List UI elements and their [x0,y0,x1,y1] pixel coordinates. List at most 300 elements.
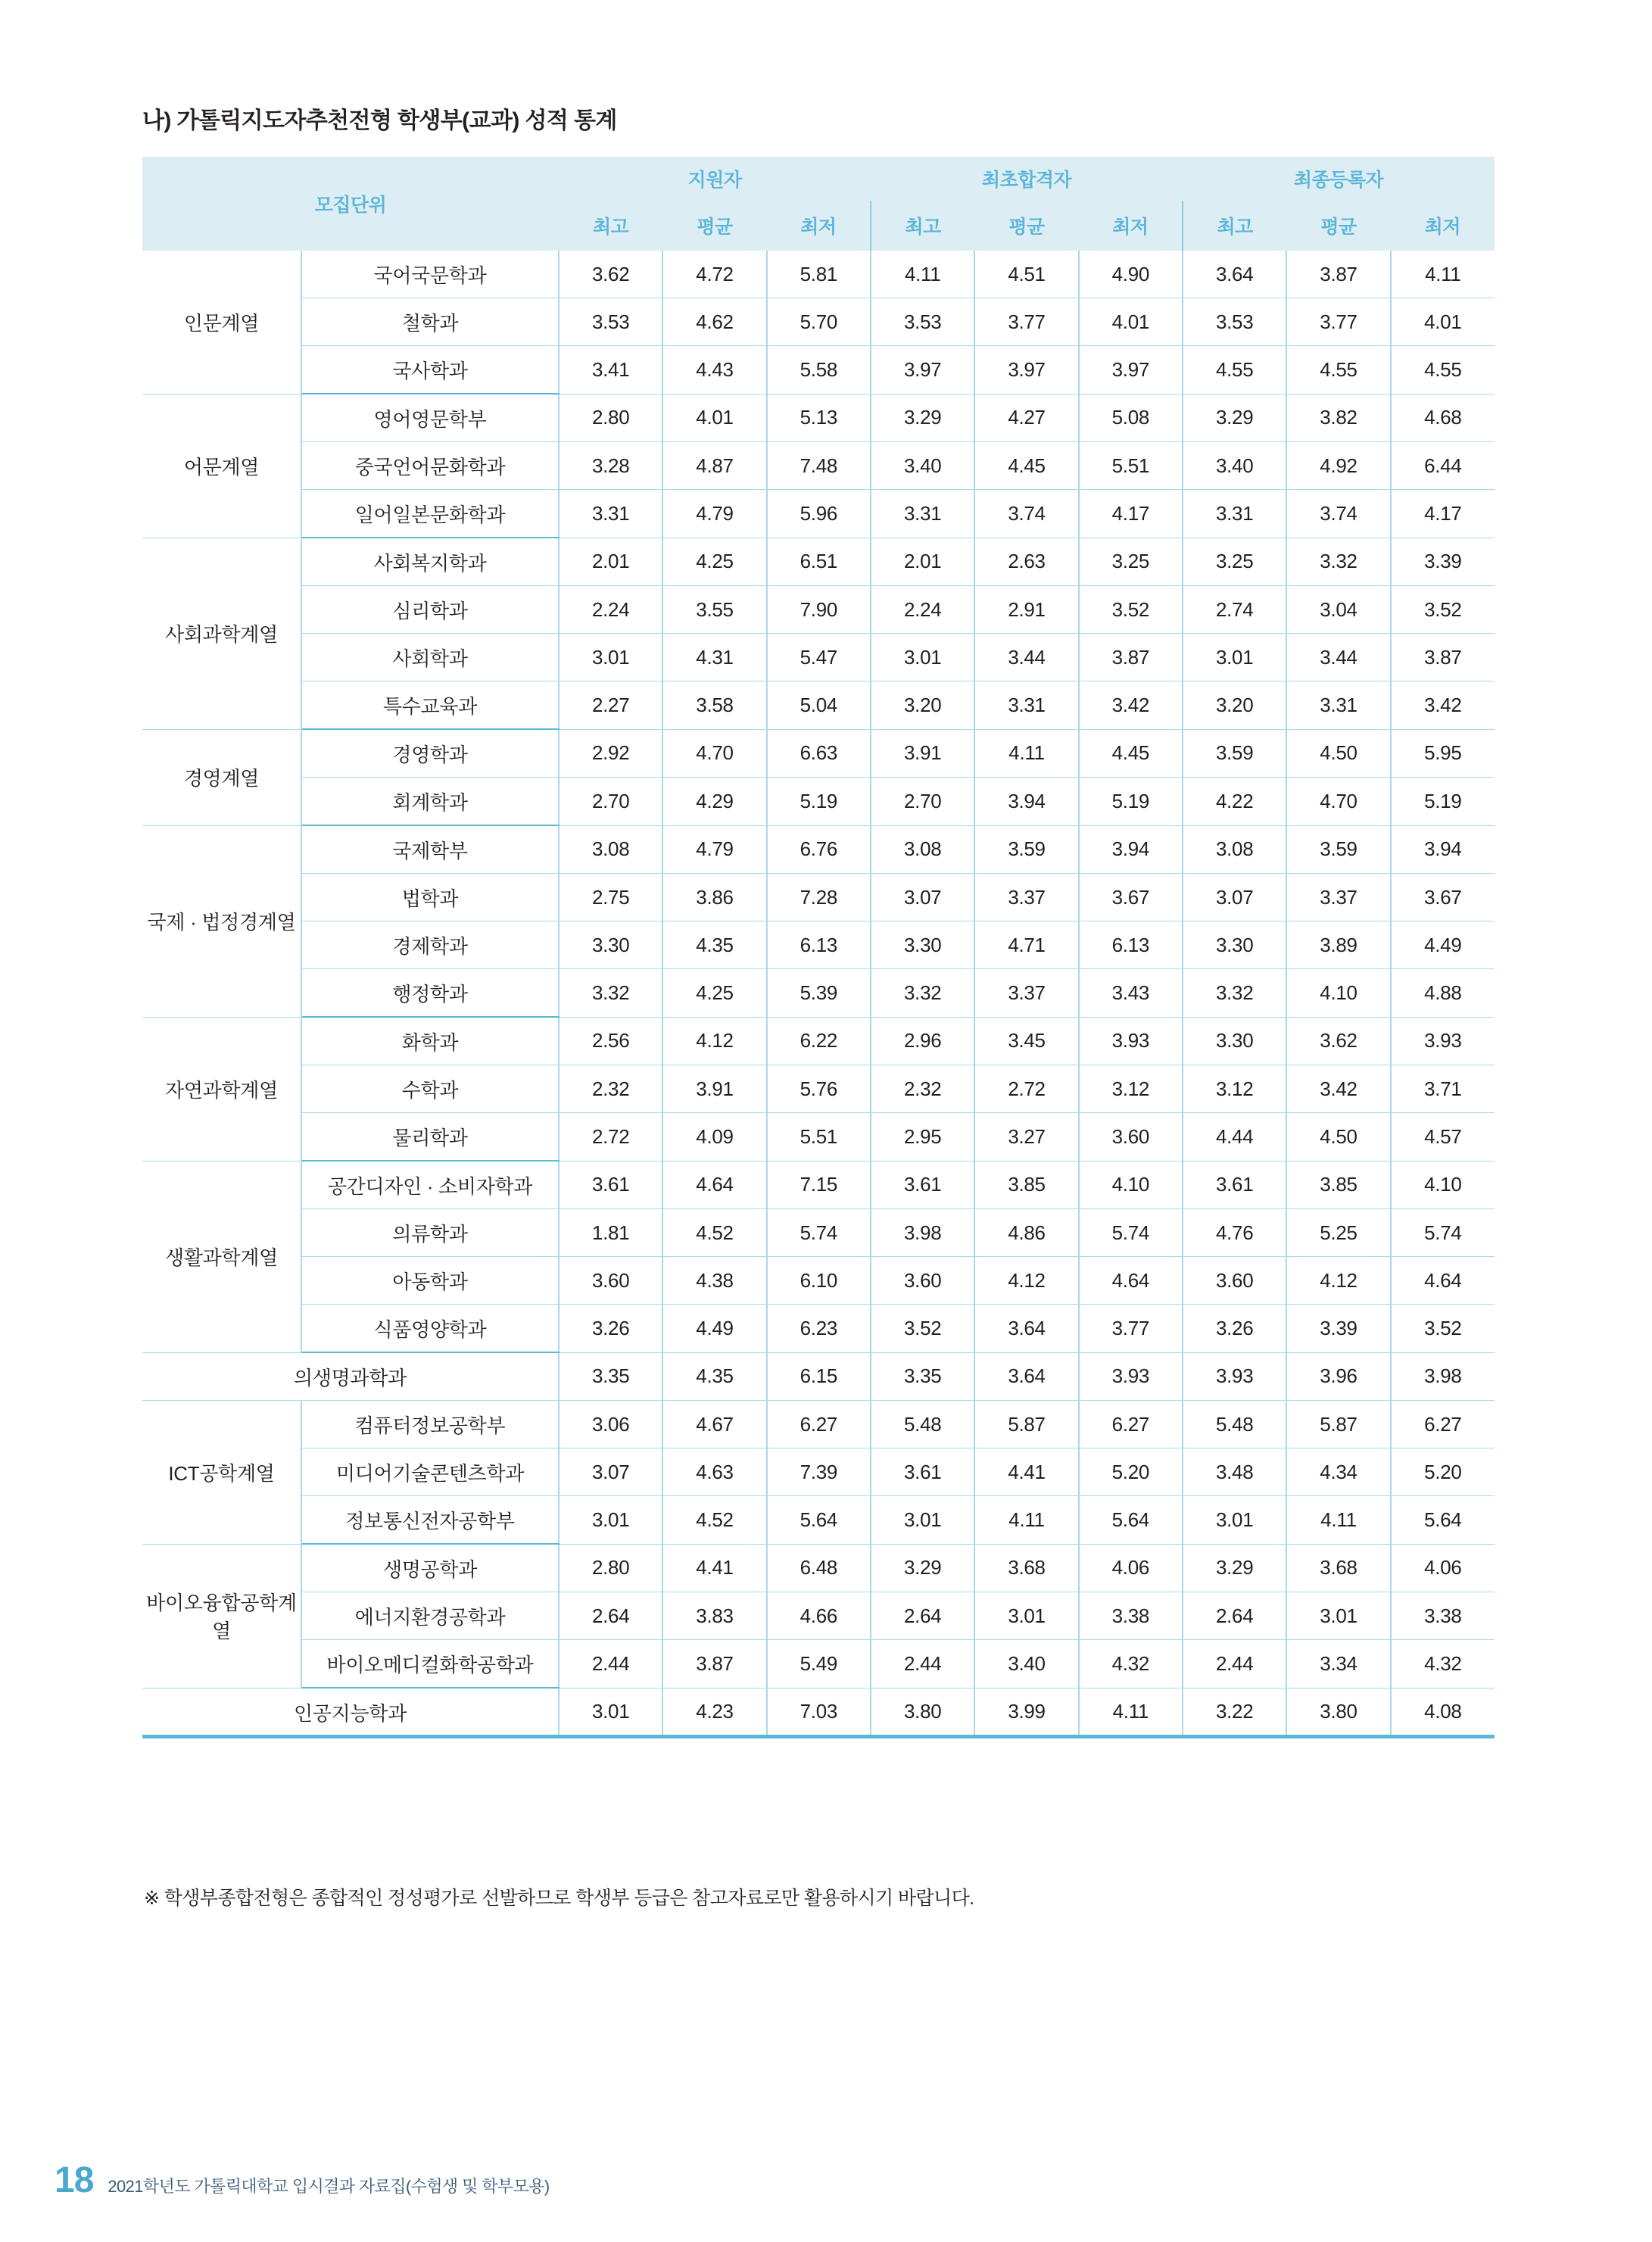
score-cell: 4.11 [871,251,974,298]
header-unit-label: 모집단위 [142,157,559,251]
score-cell: 5.74 [767,1209,871,1257]
page-number: 18 [55,2160,94,2200]
score-cell: 4.52 [662,1496,766,1545]
score-cell: 4.44 [1183,1113,1286,1162]
score-cell: 5.48 [871,1401,974,1448]
score-cell: 3.31 [1183,490,1286,538]
score-cell: 5.95 [1391,729,1495,778]
score-cell: 6.44 [1391,442,1495,490]
score-cell: 4.17 [1079,490,1183,538]
table-row [142,490,1495,538]
score-cell: 3.59 [974,825,1078,874]
score-cell: 4.10 [1079,1161,1183,1209]
score-cell: 3.64 [1183,251,1286,298]
department-label: 화학과 [301,1017,559,1065]
score-cell: 6.27 [1079,1401,1183,1448]
category-label: ICT공학계열 [142,1401,301,1545]
table-row [142,1592,1495,1640]
header-sub-highest-applicants: 최고 [559,201,662,251]
score-cell: 3.25 [1183,538,1286,586]
score-cell: 7.48 [767,442,871,490]
footnote: ※ 학생부종합전형은 종합적인 정성평가로 선발하므로 학생부 등급은 참고자료로만 활용하시기 바랍니다. [144,1888,974,1909]
score-cell: 3.30 [871,921,974,969]
score-cell: 4.49 [1391,921,1495,969]
department-label: 특수교육과 [301,681,559,730]
score-cell: 7.28 [767,874,871,921]
score-cell: 2.24 [871,586,974,634]
score-cell: 2.64 [1183,1592,1286,1640]
table-row [142,1448,1495,1496]
score-cell: 3.87 [1079,634,1183,681]
score-cell: 4.41 [974,1448,1078,1496]
score-cell: 6.51 [767,538,871,586]
score-cell: 3.04 [1286,586,1390,634]
department-label: 바이오메디컬화학공학과 [301,1640,559,1689]
score-cell: 3.61 [559,1161,662,1209]
score-cell: 4.76 [1183,1209,1286,1257]
score-cell: 3.31 [871,490,974,538]
score-cell: 3.93 [1391,1017,1495,1065]
score-cell: 3.61 [871,1161,974,1209]
score-cell: 3.39 [1391,538,1495,586]
score-cell: 3.80 [871,1688,974,1736]
statistics-table [142,157,1495,1736]
score-cell: 7.03 [767,1688,871,1736]
table-row [142,1352,1495,1401]
score-cell: 3.29 [871,394,974,442]
score-cell: 4.62 [662,298,766,346]
score-cell: 3.07 [1183,874,1286,921]
score-cell: 4.50 [1286,729,1390,778]
score-cell: 5.04 [767,681,871,730]
score-cell: 3.01 [1286,1592,1390,1640]
score-cell: 4.79 [662,490,766,538]
score-cell: 3.01 [871,634,974,681]
department-label: 수학과 [301,1065,559,1113]
score-cell: 5.96 [767,490,871,538]
score-cell: 6.23 [767,1305,871,1353]
score-cell: 5.87 [1286,1401,1390,1448]
score-cell: 3.32 [1286,538,1390,586]
table-row [142,1065,1495,1113]
table-row [142,394,1495,442]
score-cell: 3.77 [1079,1305,1183,1353]
score-cell: 3.77 [1286,298,1390,346]
department-label: 공간디자인 · 소비자학과 [301,1161,559,1209]
header-sub-lowest-initial: 최저 [1079,201,1183,251]
score-cell: 3.40 [974,1640,1078,1689]
statistics-table-container [142,157,1495,1736]
table-row [142,634,1495,681]
score-cell: 4.11 [1079,1688,1183,1736]
score-cell: 4.38 [662,1257,766,1305]
score-cell: 4.55 [1183,346,1286,394]
score-cell: 3.39 [1286,1305,1390,1353]
score-cell: 6.27 [767,1401,871,1448]
score-cell: 3.01 [559,634,662,681]
score-cell: 3.31 [559,490,662,538]
score-cell: 3.01 [559,1496,662,1545]
score-cell: 4.11 [1391,251,1495,298]
score-cell: 4.92 [1286,442,1390,490]
score-cell: 3.29 [871,1544,974,1592]
score-cell: 6.13 [1079,921,1183,969]
score-cell: 3.35 [559,1352,662,1401]
score-cell: 3.30 [559,921,662,969]
score-cell: 3.30 [1183,1017,1286,1065]
score-cell: 3.31 [974,681,1078,730]
score-cell: 4.12 [1286,1257,1390,1305]
score-cell: 2.44 [1183,1640,1286,1689]
score-cell: 3.98 [871,1209,974,1257]
score-cell: 6.27 [1391,1401,1495,1448]
score-cell: 3.42 [1391,681,1495,730]
table-row [142,681,1495,730]
table-row [142,1496,1495,1545]
score-cell: 4.71 [974,921,1078,969]
score-cell: 4.64 [662,1161,766,1209]
table-row [142,442,1495,490]
score-cell: 3.97 [871,346,974,394]
score-cell: 3.60 [1183,1257,1286,1305]
score-cell: 4.01 [1079,298,1183,346]
score-cell: 3.83 [662,1592,766,1640]
score-cell: 3.94 [1391,825,1495,874]
score-cell: 4.25 [662,538,766,586]
score-cell: 2.56 [559,1017,662,1065]
department-label: 국사학과 [301,346,559,394]
score-cell: 3.38 [1079,1592,1183,1640]
score-cell: 4.23 [662,1688,766,1736]
score-cell: 7.15 [767,1161,871,1209]
header-sub-highest-final: 최고 [1183,201,1286,251]
department-label: 사회복지학과 [301,538,559,586]
score-cell: 3.40 [871,442,974,490]
score-cell: 3.68 [1286,1544,1390,1592]
score-cell: 4.01 [1391,298,1495,346]
category-label: 생활과학계열 [142,1161,301,1352]
score-cell: 4.32 [1391,1640,1495,1689]
score-cell: 3.01 [1183,1496,1286,1545]
department-label: 행정학과 [301,969,559,1018]
score-cell: 2.24 [559,586,662,634]
score-cell: 3.07 [559,1448,662,1496]
score-cell: 2.70 [559,778,662,826]
score-cell: 3.61 [871,1448,974,1496]
header-row-groups [142,157,1495,201]
score-cell: 3.29 [1183,1544,1286,1592]
table-row [142,1257,1495,1305]
score-cell: 7.39 [767,1448,871,1496]
table-row [142,538,1495,586]
score-cell: 3.40 [1183,442,1286,490]
category-label: 경영계열 [142,729,301,825]
table-row [142,1305,1495,1353]
score-cell: 3.35 [871,1352,974,1401]
department-label: 아동학과 [301,1257,559,1305]
score-cell: 3.12 [1079,1065,1183,1113]
score-cell: 3.27 [974,1113,1078,1162]
score-cell: 2.64 [871,1592,974,1640]
score-cell: 5.49 [767,1640,871,1689]
score-cell: 4.87 [662,442,766,490]
score-cell: 5.51 [767,1113,871,1162]
category-label: 바이오융합공학계열 [142,1544,301,1688]
table-row [142,778,1495,826]
score-cell: 3.52 [1079,586,1183,634]
table-row [142,251,1495,298]
score-cell: 4.29 [662,778,766,826]
category-label: 자연과학계열 [142,1017,301,1161]
score-cell: 2.72 [559,1113,662,1162]
score-cell: 5.70 [767,298,871,346]
score-cell: 3.64 [974,1352,1078,1401]
department-label: 국어국문학과 [301,251,559,298]
score-cell: 4.06 [1391,1544,1495,1592]
score-cell: 6.63 [767,729,871,778]
department-label: 물리학과 [301,1113,559,1162]
score-cell: 3.30 [1183,921,1286,969]
score-cell: 4.64 [1079,1257,1183,1305]
score-cell: 3.55 [662,586,766,634]
score-cell: 3.08 [871,825,974,874]
score-cell: 3.62 [1286,1017,1390,1065]
score-cell: 3.59 [1286,825,1390,874]
score-cell: 5.20 [1079,1448,1183,1496]
score-cell: 3.52 [871,1305,974,1353]
score-cell: 2.72 [974,1065,1078,1113]
table-row [142,1017,1495,1065]
table-row [142,1544,1495,1592]
score-cell: 3.89 [1286,921,1390,969]
score-cell: 2.01 [871,538,974,586]
score-cell: 3.43 [1079,969,1183,1018]
score-cell: 4.11 [974,729,1078,778]
score-cell: 3.31 [1286,681,1390,730]
header-group-applicants: 지원자 [559,157,871,201]
header-sub-average-applicants: 평균 [662,201,766,251]
score-cell: 6.13 [767,921,871,969]
score-cell: 3.37 [974,969,1078,1018]
department-label: 에너지환경공학과 [301,1592,559,1640]
table-header [142,157,1495,251]
department-label: 생명공학과 [301,1544,559,1592]
score-cell: 7.90 [767,586,871,634]
table-row [142,346,1495,394]
score-cell: 4.79 [662,825,766,874]
score-cell: 3.01 [1183,634,1286,681]
score-cell: 4.55 [1391,346,1495,394]
page-footer [55,2159,550,2201]
score-cell: 3.06 [559,1401,662,1448]
score-cell: 3.67 [1391,874,1495,921]
table-row [142,1401,1495,1448]
score-cell: 3.52 [1391,586,1495,634]
score-cell: 4.66 [767,1592,871,1640]
score-cell: 4.35 [662,1352,766,1401]
score-cell: 4.49 [662,1305,766,1353]
score-cell: 2.74 [1183,586,1286,634]
score-cell: 5.47 [767,634,871,681]
row-label-standalone: 의생명과학과 [142,1352,559,1401]
score-cell: 3.34 [1286,1640,1390,1689]
score-cell: 5.64 [1391,1496,1495,1545]
score-cell: 2.70 [871,778,974,826]
score-cell: 3.62 [559,251,662,298]
header-sub-lowest-applicants: 최저 [767,201,871,251]
score-cell: 3.71 [1391,1065,1495,1113]
score-cell: 5.58 [767,346,871,394]
score-cell: 3.53 [871,298,974,346]
header-sub-highest-initial: 최고 [871,201,974,251]
score-cell: 5.81 [767,251,871,298]
table-body [142,251,1495,1736]
score-cell: 2.27 [559,681,662,730]
score-cell: 5.64 [1079,1496,1183,1545]
score-cell: 3.42 [1079,681,1183,730]
score-cell: 3.20 [1183,681,1286,730]
score-cell: 4.43 [662,346,766,394]
score-cell: 2.63 [974,538,1078,586]
score-cell: 3.93 [1079,1352,1183,1401]
score-cell: 3.64 [974,1305,1078,1353]
score-cell: 3.48 [1183,1448,1286,1496]
score-cell: 3.37 [1286,874,1390,921]
score-cell: 3.32 [871,969,974,1018]
score-cell: 3.42 [1286,1065,1390,1113]
score-cell: 2.64 [559,1592,662,1640]
header-group-final-enrolled: 최종등록자 [1183,157,1495,201]
category-label: 국제 · 법정경계열 [142,825,301,1017]
score-cell: 4.08 [1391,1688,1495,1736]
header-sub-average-final: 평균 [1286,201,1390,251]
department-label: 컴퓨터정보공학부 [301,1401,559,1448]
score-cell: 4.55 [1286,346,1390,394]
score-cell: 4.50 [1286,1113,1390,1162]
score-cell: 3.52 [1391,1305,1495,1353]
score-cell: 5.20 [1391,1448,1495,1496]
score-cell: 6.48 [767,1544,871,1592]
department-label: 국제학부 [301,825,559,874]
score-cell: 5.74 [1079,1209,1183,1257]
score-cell: 4.64 [1391,1257,1495,1305]
score-cell: 3.25 [1079,538,1183,586]
score-cell: 6.15 [767,1352,871,1401]
score-cell: 2.91 [974,586,1078,634]
score-cell: 2.44 [559,1640,662,1689]
score-cell: 4.72 [662,251,766,298]
department-label: 정보통신전자공학부 [301,1496,559,1545]
score-cell: 3.59 [1183,729,1286,778]
score-cell: 4.06 [1079,1544,1183,1592]
score-cell: 4.70 [1286,778,1390,826]
score-cell: 2.32 [559,1065,662,1113]
score-cell: 3.26 [1183,1305,1286,1353]
score-cell: 6.22 [767,1017,871,1065]
table-row [142,1113,1495,1162]
score-cell: 3.08 [559,825,662,874]
score-cell: 3.22 [1183,1688,1286,1736]
score-cell: 3.53 [1183,298,1286,346]
score-cell: 3.20 [871,681,974,730]
score-cell: 3.74 [1286,490,1390,538]
footer-caption: 2021학년도 가톨릭대학교 입시결과 자료집(수험생 및 학부모용) [108,2177,550,2196]
score-cell: 4.51 [974,251,1078,298]
score-cell: 3.01 [559,1688,662,1736]
page-title: 나) 가톨릭지도자추천전형 학생부(교과) 성적 통계 [142,108,617,133]
table-row [142,921,1495,969]
score-cell: 4.88 [1391,969,1495,1018]
score-cell: 3.28 [559,442,662,490]
table-row [142,825,1495,874]
score-cell: 3.08 [1183,825,1286,874]
score-cell: 4.67 [662,1401,766,1448]
score-cell: 4.41 [662,1544,766,1592]
score-cell: 3.45 [974,1017,1078,1065]
score-cell: 3.98 [1391,1352,1495,1401]
score-cell: 2.92 [559,729,662,778]
score-cell: 4.31 [662,634,766,681]
score-cell: 4.32 [1079,1640,1183,1689]
table-row [142,1688,1495,1736]
score-cell: 4.17 [1391,490,1495,538]
score-cell: 5.19 [1391,778,1495,826]
score-cell: 3.32 [559,969,662,1018]
score-cell: 2.80 [559,394,662,442]
score-cell: 6.10 [767,1257,871,1305]
score-cell: 4.86 [974,1209,1078,1257]
score-cell: 4.70 [662,729,766,778]
table-bottom-rule [142,1735,1495,1738]
score-cell: 2.96 [871,1017,974,1065]
table-row [142,874,1495,921]
score-cell: 2.01 [559,538,662,586]
score-cell: 2.80 [559,1544,662,1592]
category-label: 어문계열 [142,394,301,538]
score-cell: 3.67 [1079,874,1183,921]
score-cell: 4.10 [1391,1161,1495,1209]
score-cell: 4.45 [974,442,1078,490]
score-cell: 4.11 [1286,1496,1390,1545]
score-cell: 2.95 [871,1113,974,1162]
score-cell: 4.90 [1079,251,1183,298]
score-cell: 2.75 [559,874,662,921]
score-cell: 3.53 [559,298,662,346]
score-cell: 3.61 [1183,1161,1286,1209]
score-cell: 3.60 [559,1257,662,1305]
department-label: 의류학과 [301,1209,559,1257]
score-cell: 4.63 [662,1448,766,1496]
score-cell: 3.60 [1079,1113,1183,1162]
score-cell: 3.91 [662,1065,766,1113]
score-cell: 3.97 [974,346,1078,394]
score-cell: 5.25 [1286,1209,1390,1257]
score-cell: 3.93 [1183,1352,1286,1401]
score-cell: 3.87 [1391,634,1495,681]
score-cell: 5.64 [767,1496,871,1545]
score-cell: 3.93 [1079,1017,1183,1065]
department-label: 법학과 [301,874,559,921]
score-cell: 3.94 [974,778,1078,826]
score-cell: 3.87 [662,1640,766,1689]
table-row [142,1161,1495,1209]
score-cell: 3.01 [974,1592,1078,1640]
table-row [142,969,1495,1018]
score-cell: 3.80 [1286,1688,1390,1736]
header-group-initial-accepted: 최초합격자 [871,157,1183,201]
score-cell: 2.32 [871,1065,974,1113]
score-cell: 3.01 [871,1496,974,1545]
